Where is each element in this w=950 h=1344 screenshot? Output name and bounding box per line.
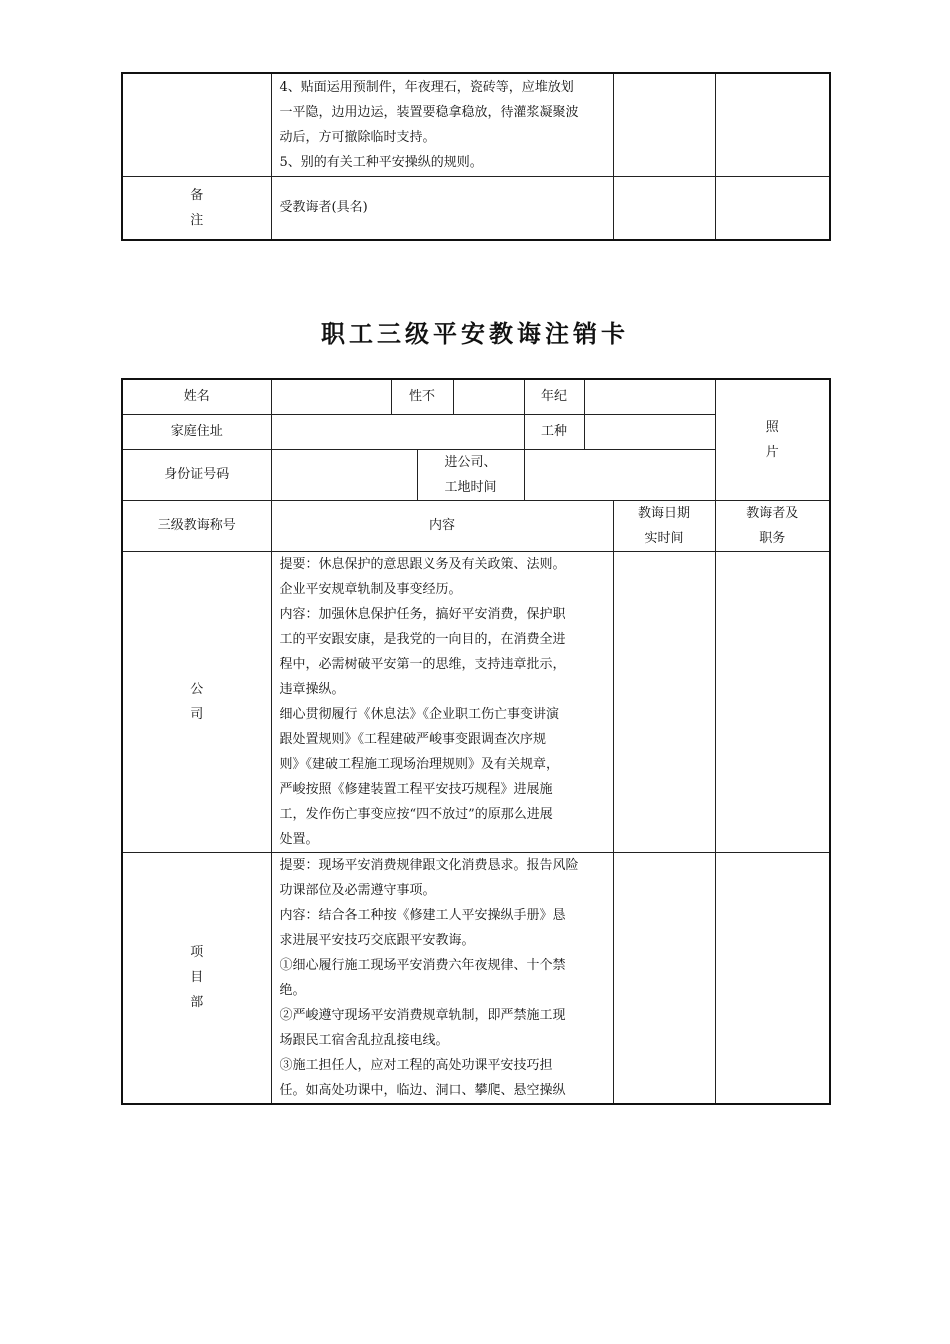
content-line: 工，发作伤亡事变应按“四不放过”的原那么进展 [279,806,553,822]
content-line: 提要：现场平安消费规律跟文化消费恳求。报告风险 [279,857,579,873]
content-line: 跟处置规则》《工程建破严峻事变跟调查次序规 [279,731,547,747]
content-line: 细心贯彻履行《休息法》《企业职工伤亡事变讲演 [279,706,560,722]
content-line: 动后，方可撤除临时支持。 [279,129,436,145]
content-line: 内容：加强休息保护任务，搞好平安消费，保护职 [279,606,566,622]
content-line: 绝。 [279,982,306,998]
address-label: 家庭住址 [122,414,271,449]
content-line: 一平隐，边用边运，装置要稳拿稳放，待灌浆凝聚波 [279,104,579,120]
join-time-label: 进公司、 工地时间 [417,449,524,500]
company-date-cell[interactable] [613,551,715,852]
gender-field[interactable] [453,379,524,414]
age-field[interactable] [584,379,715,414]
educator-cell[interactable] [715,73,830,176]
educator-header: 教诲者及 职务 [715,500,830,551]
signature-field[interactable]: 受教诲者(具名) [271,176,613,240]
trade-field[interactable] [584,414,715,449]
content-line: 4、贴面运用预制件，年夜理石，瓷砖等，应堆放划 [279,79,574,95]
company-educator-cell[interactable] [715,551,830,852]
project-educator-cell[interactable] [715,852,830,1104]
project-level-label: 项 目 部 [122,852,271,1104]
content-line: 严峻按照《修建装置工程平安技巧规程》进展施 [279,781,553,797]
content-line: ①细心履行施工现场平安消费六年夜规律、十个禁 [279,957,566,973]
project-content [271,852,613,1104]
company-content [271,551,613,852]
join-time-field[interactable] [524,449,715,500]
page-title: 职工三级平安教诲注销卡 [321,320,629,348]
content-line: ②严峻遵守现场平安消费规章轨制，即严禁施工现 [279,1007,566,1023]
content-line: ③施工担任人，应对工程的高处功课平安技巧担 [279,1057,553,1073]
continuation-table [121,72,831,241]
content-line: 则》《建破工程施工现场治理规则》及有关规章， [279,756,560,772]
blank-cell[interactable] [715,176,830,240]
content-line: 场跟民工宿舍乱拉乱接电线。 [279,1032,449,1048]
level-header: 三级教诲称号 [122,500,271,551]
registration-card [121,378,831,1105]
company-level-label: 公 司 [122,551,271,852]
content-line: 5、别的有关工种平安操纵的规则。 [279,154,483,170]
id-number-field[interactable] [271,449,417,500]
content-line: 违章操纵。 [279,681,345,697]
content-line: 任。如高处功课中，临边、洞口、攀爬、悬空操纵 [279,1082,566,1098]
name-field[interactable] [271,379,391,414]
address-field[interactable] [271,414,524,449]
date-header: 教诲日期 实时间 [613,500,715,551]
content-line: 功课部位及必需遵守事项。 [279,882,436,898]
age-label: 年纪 [524,379,584,414]
project-date-cell[interactable] [613,852,715,1104]
content-line: 工的平安跟安康，是我党的一向目的，在消费全进 [279,631,566,647]
content-line: 提要：休息保护的意思跟义务及有关政策、法则。 [279,556,566,572]
trade-label: 工种 [524,414,584,449]
content-header: 内容 [271,500,613,551]
content-line: 求进展平安技巧交底跟平安教诲。 [279,932,475,948]
content-line: 程中，必需树破平安第一的思维，支持违章批示， [279,656,566,672]
gender-label: 性不 [391,379,453,414]
date-cell[interactable] [613,73,715,176]
blank-cell [122,73,271,176]
name-label: 姓名 [122,379,271,414]
id-number-label: 身份证号码 [122,449,271,500]
content-line: 企业平安规章轨制及事变经历。 [279,581,462,597]
remark-label: 备 注 [122,176,271,240]
blank-cell[interactable] [613,176,715,240]
content-line: 内容：结合各工种按《修建工人平安操纵手册》恳 [279,907,566,923]
continuation-content [271,73,613,176]
photo-box[interactable]: 照 片 [715,379,830,500]
content-line: 处置。 [279,831,319,847]
